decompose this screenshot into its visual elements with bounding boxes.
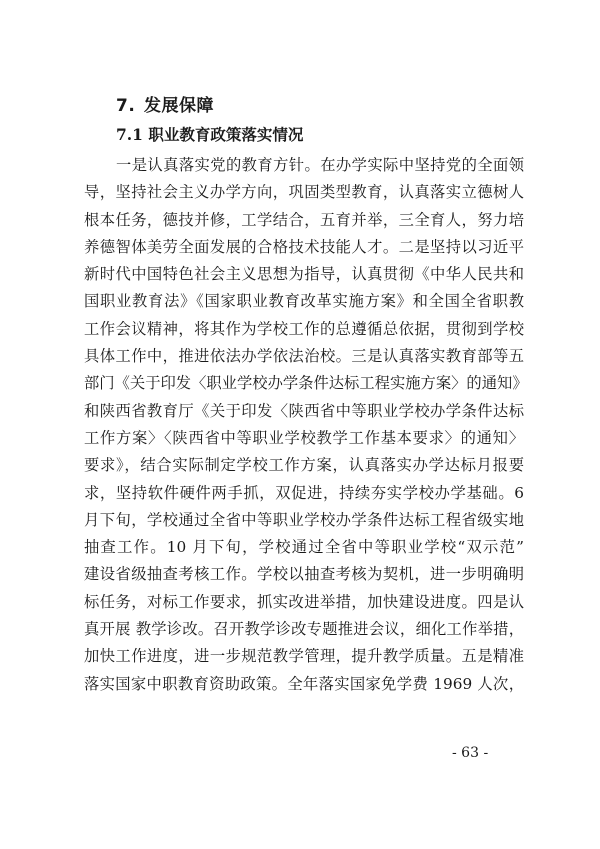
section-number: 7. xyxy=(116,96,136,116)
text-line: 一是认真落实党的教育方针。在办学实际中坚持党的全面领 xyxy=(116,156,524,174)
text-line: 月下旬，学校通过全省中等职业学校办学条件达标工程省级实地 xyxy=(84,510,524,529)
text-line: 部门《关于印发〈职业学校办学条件达标工程实施方案〉的通知》 xyxy=(84,374,528,393)
page-number: - 63 - xyxy=(452,745,489,761)
text-line: 抽查工作。10 月下旬，学校通过全省中等职业学校“双示范” xyxy=(84,538,524,557)
section-title: 发展保障 xyxy=(144,96,214,116)
text-line: 标任务，对标工作要求，抓实改进举措，加快建设进度。四是认 xyxy=(84,592,524,611)
text-line: 落实国家中职教育资助政策。全年落实国家免学费 1969 人次， xyxy=(84,674,524,693)
subsection-heading: 7.1 职业教育政策落实情况 xyxy=(116,125,304,144)
body-paragraph xyxy=(84,152,528,698)
text-line: 根本任务，德技并修，工学结合，五育并举，三全育人，努力培 xyxy=(84,210,524,229)
text-line: 具体工作中，推进依法办学依法治校。三是认真落实教育部等五 xyxy=(84,347,524,366)
section-heading xyxy=(116,95,214,117)
text-line: 建设省级抽查考核工作。学校以抽查考核为契机，进一步明确明 xyxy=(84,565,524,584)
text-line: 工作会议精神，将其作为学校工作的总遵循总依据，贯彻到学校 xyxy=(84,319,524,338)
text-line: 养德智体美劳全面发展的合格技术技能人才。二是坚持以习近平 xyxy=(84,237,524,256)
text-line: 求，坚持软件硬件两手抓，双促进，持续夯实学校办学基础。6 xyxy=(84,483,524,502)
text-line: 新时代中国特色社会主义思想为指导，认真贯彻《中华人民共和 xyxy=(84,265,524,284)
text-line: 工作方案〉〈陕西省中等职业学校教学工作基本要求〉的通知〉 xyxy=(84,428,524,447)
text-line: 导，坚持社会主义办学方向，巩固类型教育，认真落实立德树人 xyxy=(84,183,524,202)
text-line: 要求》，结合实际制定学校工作方案，认真落实办学达标月报要 xyxy=(84,456,524,475)
text-line: 真开展 教学诊改。召开教学诊改专题推进会议，细化工作举措， xyxy=(84,620,524,639)
text-line: 加快工作进度，进一步规范教学管理，提升教学质量。五是精准 xyxy=(84,647,524,666)
text-line: 国职业教育法》《国家职业教育改革实施方案》和全国全省职教 xyxy=(84,292,524,311)
text-line: 和陕西省教育厅《关于印发〈陕西省中等职业学校办学条件达标 xyxy=(84,401,524,420)
